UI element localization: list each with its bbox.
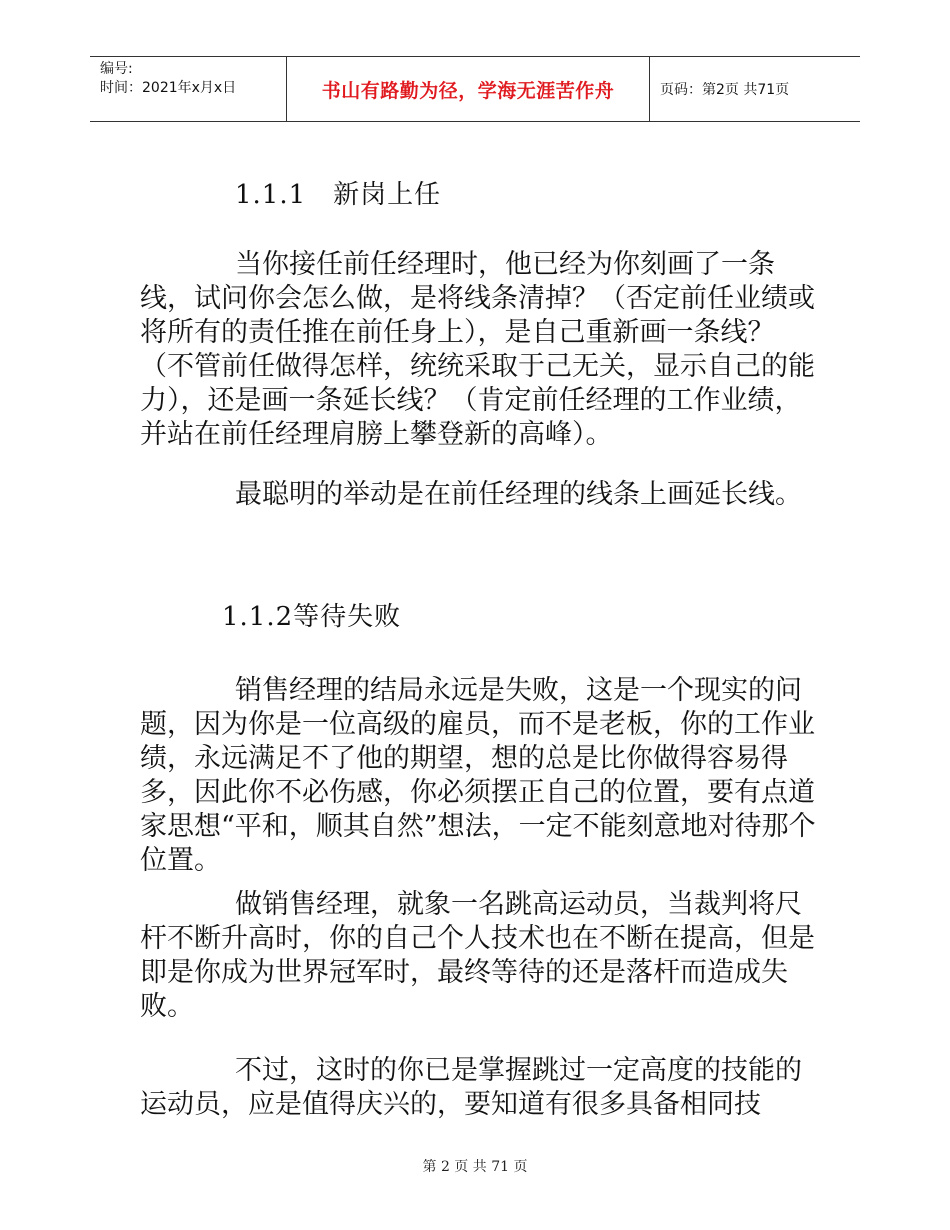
section-heading-1: 1.1.1 新岗上任 (235, 180, 442, 210)
section-heading-2: 1.1.2等待失败 (222, 602, 402, 632)
page-header (90, 56, 860, 122)
header-page-number: 页码：第2页 共71页 (660, 82, 790, 98)
paragraph-3: 销售经理的结局永远是失败，这是一个现实的问题，因为你是一位高级的雇员，而不是老板，你的工作业绩，永远满足不了他的期望，想的总是比你做得容易得多，因此你不必伤感，你必须摆正自己的位置，要有点道家思想“平和，顺其自然”想法，一定不能刻意地对待那个位置。 (140, 675, 816, 876)
paragraph-2: 最聪明的举动是在前任经理的线条上画延长线。 (235, 479, 802, 510)
header-motto: 书山有路勤为径，学海无涯苦作舟 (287, 57, 650, 121)
paragraph-5: 不过，这时的你已是掌握跳过一定高度的技能的运动员，应是值得庆兴的，要知道有很多具备相同技 (140, 1055, 802, 1120)
document-time-label: 时间：2021年x月x日 (100, 80, 237, 96)
paragraph-1: 当你接任前任经理时，他已经为你刻画了一条线，试问你会怎么做，是将线条清掉？（否定前任业绩或将所有的责任推在前任身上），是自己重新画一条线？（不管前任做得怎样，统统采取于己无关，显示自己的能力），还是画一条延长线？（肯定前任经理的工作业绩，并站在前任经理肩膀上攀登新的高峰）。 (140, 249, 815, 450)
paragraph-4: 做销售经理，就象一名跳高运动员，当裁判将尺杆不断升高时，你的自己个人技术也在不断在提高，但是即是你成为世界冠军时，最终等待的还是落杆而造成失败。 (140, 889, 815, 1022)
header-meta (90, 57, 287, 121)
document-number-label: 编号: (100, 61, 133, 77)
page-footer: 第 2 页 共 71 页 (422, 1159, 528, 1175)
